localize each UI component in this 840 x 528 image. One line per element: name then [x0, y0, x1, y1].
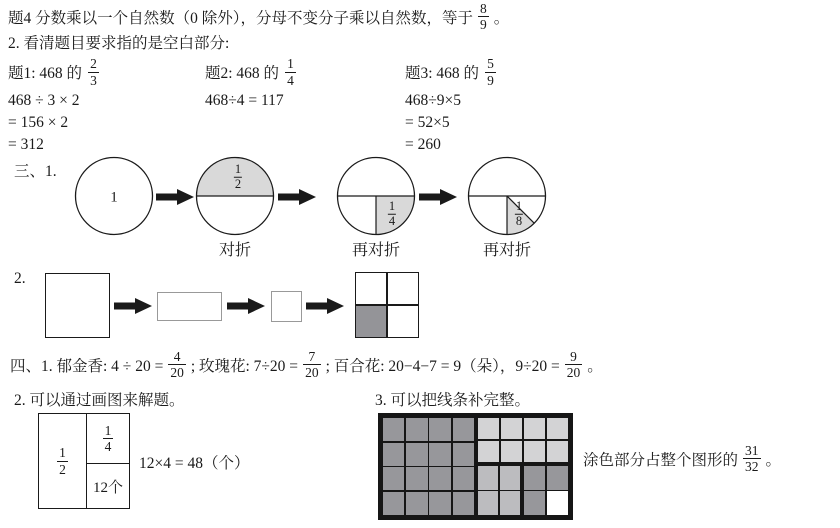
grid-cell — [388, 273, 418, 304]
circle-eighth-box — [467, 156, 547, 236]
square-large — [45, 273, 110, 338]
fraction-1-4: $\frac{1}{4}$ — [104, 422, 112, 454]
problem-3-step: = 260 — [405, 136, 441, 153]
problem-3-title-text: 题3: 468 的 — [405, 65, 480, 82]
grid-cell-shaded — [356, 306, 386, 337]
problem-3-step: = 52×5 — [405, 114, 450, 131]
grid-cell — [478, 418, 499, 439]
grid-cell — [547, 441, 568, 462]
grid-cell — [383, 418, 404, 441]
fold-arrow-icon — [306, 297, 346, 315]
grid-cell — [524, 441, 545, 462]
grid-cell — [501, 441, 522, 462]
grid-cell — [524, 491, 545, 515]
fold-arrow-icon — [278, 188, 318, 206]
fraction-8-9: $\frac{8}{9}$ — [480, 1, 487, 33]
section4-line1 — [10, 349, 603, 380]
circle-whole-box — [74, 156, 154, 236]
grid-caption — [583, 443, 781, 474]
circle-whole — [74, 156, 154, 236]
fraction-31-32: $\frac{31}{32}$ — [745, 443, 759, 475]
diagram-right-column — [87, 414, 129, 508]
grid-region-top-right — [478, 418, 568, 462]
fraction-5-9: $\frac{5}{9}$ — [487, 56, 494, 88]
grid-caption-period: 。 — [765, 451, 782, 469]
circle-quarter — [336, 156, 416, 260]
problem-1-step: 468 ÷ 3 × 2 — [8, 92, 80, 109]
grid-cell — [429, 492, 450, 515]
grid-region-bottom-mid — [478, 466, 520, 515]
circle-eighth — [467, 156, 547, 260]
fraction-1-2: $\frac{1}{2}$ — [234, 161, 242, 191]
grid-caption-text: 涂色部分占整个图形的 — [583, 451, 739, 469]
grid-cell — [356, 273, 386, 304]
folded-rectangle — [157, 292, 222, 321]
grid-cell — [429, 418, 450, 441]
problem-1-step: = 156 × 2 — [8, 114, 69, 131]
diagram-right-bottom-cell: 12个 — [92, 479, 123, 496]
intro-line-1-text: 题4 分数乘以一个自然数（0 除外），分母不变分子乘以自然数，等于 — [8, 9, 474, 27]
grid-cell — [547, 491, 568, 515]
grid-cell — [388, 306, 418, 337]
grid-cell — [478, 491, 498, 515]
section4-item3: 3. 可以把线条补完整。 — [375, 392, 531, 409]
section4-line1-text: ; 玫瑰花: 7÷20 = — [190, 357, 299, 375]
grid-cell — [547, 466, 568, 490]
diagram-left-cell — [39, 414, 87, 508]
fold-arrow-icon — [114, 297, 154, 315]
intro-line-2: 2. 看清题目要求指的是空白部分: — [8, 35, 230, 52]
problem-2 — [205, 54, 299, 112]
grid-cell — [406, 467, 427, 490]
grid-cell — [524, 418, 545, 439]
diagram-right-top-cell — [87, 414, 129, 464]
grid-cell — [406, 418, 427, 441]
grid-cell — [453, 492, 474, 515]
fraction-1-4: $\frac{1}{4}$ — [287, 56, 294, 88]
fraction-diagram — [38, 413, 130, 509]
fraction-9-20: $\frac{9}{20}$ — [566, 349, 581, 381]
grid-cell — [500, 491, 520, 515]
shaded-grid-figure — [378, 413, 573, 520]
section4-line1-text: 四、1. 郁金香: 4 ÷ 20 = — [10, 357, 164, 375]
grid-cell — [500, 466, 520, 490]
circle-quarter-svg — [336, 156, 416, 236]
fold-caption: 对折 — [218, 242, 251, 259]
fraction-1-8: $\frac{1}{8}$ — [515, 198, 523, 228]
problem-3-step: 468÷9×5 — [405, 92, 461, 109]
fold-caption: 再对折 — [482, 242, 531, 259]
problem-2-title — [205, 54, 299, 90]
circle-eighth-svg — [467, 156, 547, 236]
grid-cell — [429, 443, 450, 466]
grid-cell — [453, 418, 474, 441]
fold-caption: 再对折 — [351, 242, 400, 259]
section4-line1-text: 。 — [587, 357, 603, 375]
grid-cell — [429, 467, 450, 490]
circle-whole-label: 1 — [110, 189, 118, 206]
grid-cell — [478, 441, 499, 462]
problem-2-title-text: 题2: 468 的 — [205, 65, 280, 82]
grid-cell — [453, 467, 474, 490]
problem-2-step: 468÷4 = 117 — [205, 92, 284, 109]
section3-label: 三、1. — [14, 163, 57, 180]
fraction-1-2: $\frac{1}{2}$ — [59, 445, 66, 477]
grid-cell — [501, 418, 522, 439]
problem-1-step: = 312 — [8, 136, 44, 153]
diagram-equation: 12×4 = 48（个） — [139, 455, 250, 472]
fraction-7-20: $\frac{7}{20}$ — [305, 349, 319, 381]
grid-cell — [383, 467, 404, 490]
problem-1-title-text: 题1: 468 的 — [8, 65, 83, 82]
grid-cell — [478, 466, 498, 490]
problem-1-title — [8, 54, 102, 90]
problem-3 — [405, 54, 499, 156]
fraction-1-4: $\frac{1}{4}$ — [388, 198, 396, 228]
grid-cell — [383, 492, 404, 515]
folded-square-small — [271, 291, 302, 322]
grid-cell — [406, 492, 427, 515]
square-2x2-grid — [355, 272, 419, 338]
circle-half — [195, 156, 275, 260]
grid-region-left — [383, 418, 474, 515]
intro-line-1-period: 。 — [493, 9, 510, 27]
section3-item2-label: 2. — [14, 270, 26, 287]
section4-line1-text: ; 百合花: 20−4−7 = 9（朵），9÷20 = — [325, 357, 560, 375]
fold-arrow-icon — [156, 188, 196, 206]
grid-cell — [406, 443, 427, 466]
grid-region-bottom-right — [524, 466, 568, 515]
section4-item2: 2. 可以通过画图来解题。 — [14, 392, 185, 409]
grid-cell — [524, 466, 545, 490]
grid-cell — [383, 443, 404, 466]
problem-3-title — [405, 54, 499, 90]
fraction-4-20: $\frac{4}{20}$ — [170, 349, 184, 381]
circle-quarter-box — [336, 156, 416, 236]
fraction-2-3: $\frac{2}{3}$ — [90, 56, 97, 88]
grid-cell — [453, 443, 474, 466]
fold-arrow-icon — [227, 297, 267, 315]
circle-half-box — [195, 156, 275, 236]
intro-line-1 — [8, 1, 509, 32]
grid-cell — [547, 418, 568, 439]
problem-1 — [8, 54, 102, 156]
fold-arrow-icon — [419, 188, 459, 206]
